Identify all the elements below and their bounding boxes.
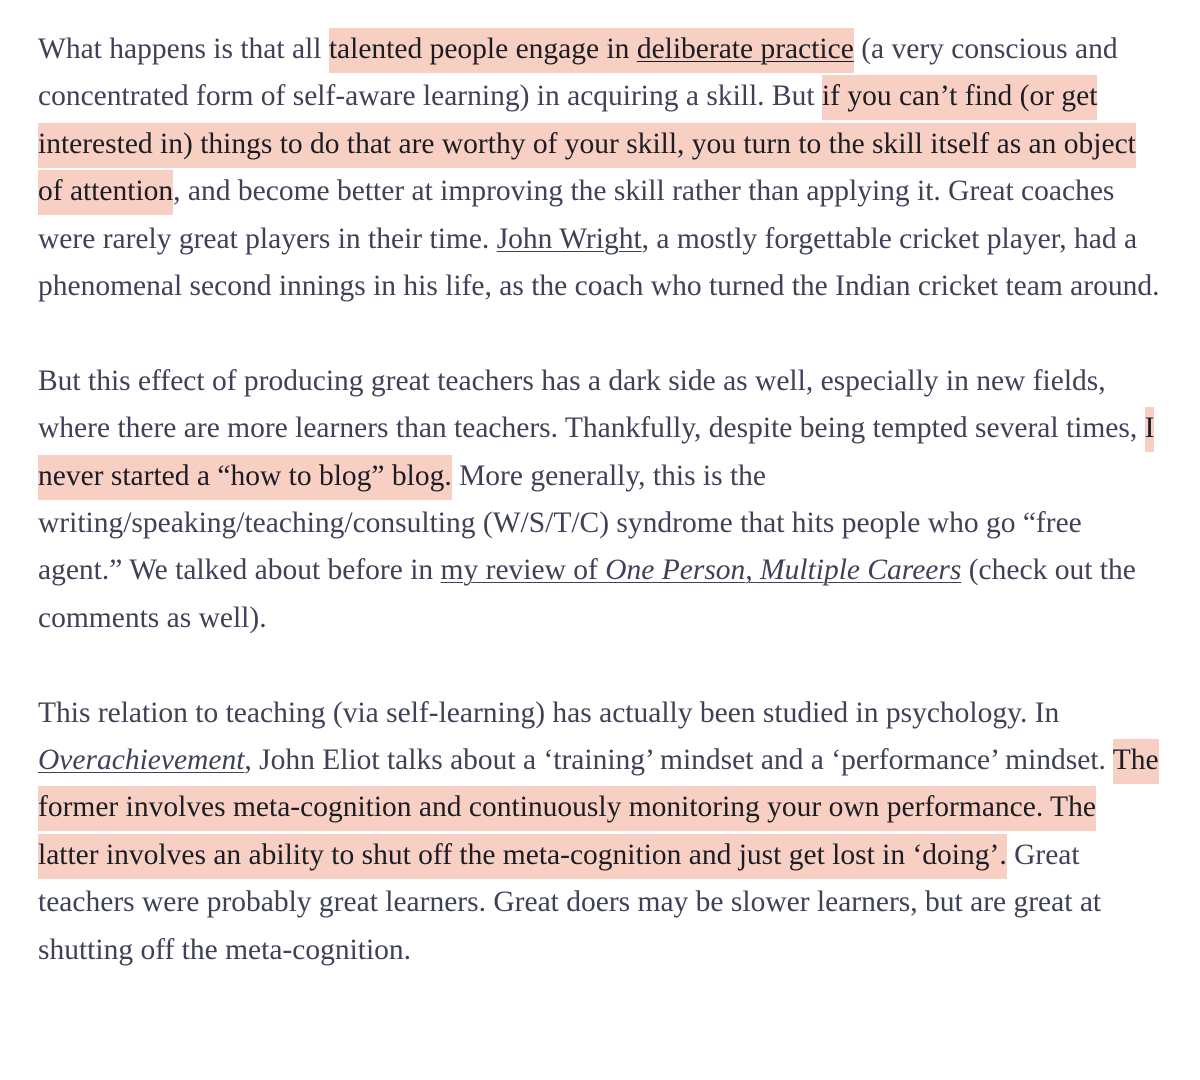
text-segment: , John Eliot talks about a ‘training’ mindset and a ‘performance’ mindset. bbox=[244, 744, 1113, 777]
text-segment: , and become better at improving the skill rather than applying it. Great coaches were rarely great players in their time. bbox=[38, 175, 1115, 255]
text-segment: More generally, this is the writing/speaking/teaching/consulting (W/S/T/C) syndrome that hits people who go “free agent.” We talked about before in bbox=[38, 459, 1082, 587]
text-segment: (a very conscious and concentrated form of self-aware learning) in acquiring a skill. But bbox=[38, 33, 1118, 113]
text-segment: (check out the comments as well). bbox=[38, 554, 1136, 634]
text-segment: This relation to teaching (via self-learning) has actually been studied in psychology. In bbox=[38, 696, 1060, 729]
highlight-skill-as-object: if you can’t find (or get interested in) things to do that are worthy of your skill, you turn to the skill itself as an object of attention bbox=[38, 75, 1136, 215]
highlight-talented-people: talented people engage in bbox=[329, 28, 637, 73]
link-my-review-of[interactable]: my review of bbox=[440, 554, 606, 587]
text-segment: But this effect of producing great teachers has a dark side as well, especially in new fields, where there are more learners than teachers. Thankfully, despite being tempted several times, bbox=[38, 364, 1145, 445]
paragraph-overachievement bbox=[38, 690, 1160, 974]
link-one-person-multiple-careers[interactable]: One Person, Multiple Careers bbox=[605, 554, 962, 587]
highlight-how-to-blog: I never started a “how to blog” blog. bbox=[38, 407, 1154, 499]
paragraph-dark-side bbox=[38, 358, 1160, 642]
link-deliberate-practice[interactable]: deliberate practice bbox=[637, 28, 854, 73]
article-body bbox=[38, 26, 1160, 1021]
text-segment: Great teachers were probably great learners. Great doers may be slower learners, but are great at shutting off the meta-cognition. bbox=[38, 838, 1102, 966]
link-john-wright[interactable]: John Wright bbox=[496, 222, 642, 255]
text-segment: , a mostly forgettable cricket player, had a phenomenal second innings in his life, as the coach who turned the Indian cricket team around. bbox=[38, 222, 1160, 303]
paragraph-deliberate-practice bbox=[38, 26, 1160, 310]
highlight-meta-cognition: The former involves meta-cognition and continuously monitoring your own performance. The latter involves an ability to shut off the meta-cognition and just get lost in ‘doing’. bbox=[38, 739, 1159, 879]
text-segment: What happens is that all bbox=[38, 33, 329, 65]
link-overachievement[interactable]: Overachievement bbox=[38, 744, 245, 777]
